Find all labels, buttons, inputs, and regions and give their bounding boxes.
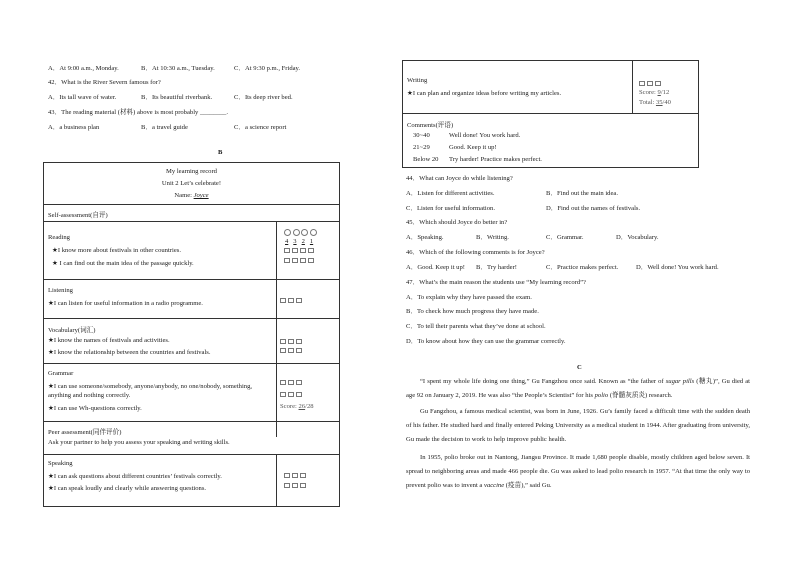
q46-option-c: C．Practice makes perfect. [546,264,619,271]
q42-option-b: B．Its beautiful riverbank. [141,94,213,101]
q41-option-c: C．At 9:30 p.m., Friday. [234,65,301,72]
q43-option-a: A．a business plan [48,124,100,131]
checkbox-icon [296,298,302,303]
vocabulary-title: Vocabulary(词汇) [48,327,96,334]
checkbox-icon [647,81,653,86]
q42-option-a: A．Its tall wave of water. [48,94,117,101]
checkbox-icon [284,248,290,253]
q46-option-d: D．Well done! You work hard. [636,264,719,271]
checkbox-icon [308,248,314,253]
record-name: Name: Joyce [174,192,209,199]
comment-text-3: Try harder! Practice makes perfect. [449,156,542,163]
listening-item-1: ★I can listen for useful information in a radio programme. [48,300,203,307]
self-assessment-label: Self-assessment(自评) [48,212,108,219]
checkbox-icon [296,348,302,353]
checkbox-icon [296,380,302,385]
grammar-item-1-cont: anything and nothing correctly. [48,392,131,399]
listening-title: Listening [48,287,73,294]
q47-option-d: D．To know about how they can use the grammar correctly. [406,338,566,345]
grammar-score: Score: 26/28 [280,403,314,410]
speaking-checkboxes-2 [284,483,308,490]
writing-score: Score: 9/12 [639,89,670,96]
q46-text: 46．Which of the following comments is for Joyce? [406,249,545,256]
vocabulary-item-2: ★I know the relationship between the countries and festivals. [48,349,211,356]
q41-option-a: A．At 9:00 a.m., Monday. [48,65,119,72]
checkbox-icon [284,473,290,478]
checkbox-icon [288,380,294,385]
checkbox-icon [300,258,306,263]
section-b-heading: B [218,149,223,156]
q42-option-c: C．Its deep river bed. [234,94,293,101]
comment-text-2: Good. Keep it up! [449,144,497,151]
q47-option-c: C．To tell their parents what they’ve done at school. [406,323,546,330]
checkbox-icon [296,339,302,344]
record-unit: Unit 2 Let’s celebrate! [161,180,222,187]
face-icon [293,229,300,236]
q44-text: 44．What can Joyce do while listening? [406,175,513,182]
reading-scores: 4 3 2 1 [285,238,314,245]
writing-checkboxes [639,81,663,88]
vocabulary-checkboxes [280,339,304,346]
checkbox-icon [288,392,294,397]
record-title: My learning record [166,168,217,175]
comment-text-1: Well done! You work hard. [449,132,521,139]
q45-text: 45．Which should Joyce do better in? [406,219,508,226]
reading-face-icons [284,229,318,238]
checkbox-icon [280,380,286,385]
face-icon [301,229,308,236]
checkbox-icon [280,339,286,344]
q47-option-b: B．To check how much progress they have made. [406,308,539,315]
checkbox-icon [308,258,314,263]
checkbox-icon [284,483,290,488]
q47-option-a: A．To explain why they have passed the exam. [406,294,532,301]
speaking-title: Speaking [48,460,73,467]
checkbox-icon [300,473,306,478]
q45-option-d: D．Vocabulary. [616,234,659,241]
q43-text: 43．The reading material (材料) above is most probably ________. [48,109,229,116]
peer-assessment-title: Peer assessment(同伴评价) [48,429,122,436]
q44-option-c: C．Listen for useful information. [406,205,495,212]
comment-range-3: Below 20 [413,156,439,163]
speaking-item-1: ★I can ask questions about different countries’ festivals correctly. [48,473,222,480]
section-c-heading: C [577,364,582,371]
checkbox-icon [296,392,302,397]
checkbox-icon [655,81,661,86]
q42-text: 42．What is the River Severn famous for? [48,79,161,86]
checkbox-icon [280,392,286,397]
checkbox-icon [300,483,306,488]
comments-title: Comments(评语) [407,122,454,129]
q46-option-b: B．Try harder! [476,264,517,271]
q47-text: 47．What’s the main reason the students use “My learning record”? [406,279,586,286]
speaking-item-2: ★I can speak loudly and clearly while answering questions. [48,485,207,492]
writing-comments-table [402,60,699,168]
checkbox-icon [280,348,286,353]
checkbox-icon [292,483,298,488]
reading-checkboxes-2 [284,258,316,265]
reading-item-1: ★I know more about festivals in other countries. [52,247,181,254]
listening-checkboxes [280,298,304,305]
grammar-item-1: ★I can use someone/somebody, anyone/anybody, no one/nobody, something, [48,383,253,390]
q46-option-a: A．Good. Keep it up! [406,264,465,271]
reading-item-2: ★ I can find out the main idea of the passage quickly. [52,260,194,267]
writing-total: Total: 35/40 [639,99,671,106]
grammar-item-2: ★I can use Wh-questions correctly. [48,405,142,412]
checkbox-icon [280,298,286,303]
comment-range-1: 30~40 [413,132,430,139]
peer-assessment-text: Ask your partner to help you assess your speaking and writing skills. [48,439,230,446]
face-icon [310,229,317,236]
checkbox-icon [639,81,645,86]
checkbox-icon [288,339,294,344]
q45-option-c: C．Grammar. [546,234,584,241]
grammar-checkboxes-2 [280,392,304,399]
q43-option-c: C．a science report [234,124,287,131]
q44-option-a: A．Listen for different activities. [406,190,495,197]
q45-option-b: B．Writing. [476,234,509,241]
grammar-checkboxes [280,380,304,387]
checkbox-icon [292,248,298,253]
q43-option-b: B．a travel guide [141,124,188,131]
q44-option-b: B．Find out the main idea. [546,190,618,197]
face-icon [284,229,291,236]
reading-title: Reading [48,234,70,241]
checkbox-icon [300,248,306,253]
checkbox-icon [292,473,298,478]
reading-checkboxes [284,248,316,255]
writing-title: Writing [407,77,428,84]
checkbox-icon [292,258,298,263]
speaking-checkboxes [284,473,308,480]
q44-option-d: D．Find out the names of festivals. [546,205,641,212]
comment-range-2: 21~29 [413,144,430,151]
writing-item-1: ★I can plan and organize ideas before writing my articles. [407,90,562,97]
checkbox-icon [284,258,290,263]
q45-option-a: A．Speaking. [406,234,444,241]
vocabulary-item-1: ★I know the names of festivals and activities. [48,337,170,344]
vocabulary-checkboxes-2 [280,348,304,355]
paragraph-1: “I spent my whole life doing one thing,” Gu Fangzhou once said. Known as “the father of sugar pills (糖丸)”, Gu died at age 92 on January 2, 2019. He was also “the People’s Scientist” for his polio (脊髓灰质炎) research. [406,378,750,399]
paragraph-3: In 1955, polio broke out in Nantong, Jiangsu Province. It made 1,680 people disable, mostly children aged below seven. It spread to neighboring areas and made 466 people die. Gu was asked to lead polio research in 1957. “At that time the only way to prevent polio was to invent a vaccine (疫苗),” said Gu. [406,454,750,489]
checkbox-icon [288,298,294,303]
q41-option-b: B．At 10:30 a.m., Tuesday. [141,65,215,72]
checkbox-icon [288,348,294,353]
paragraph-2: Gu Fangzhou, a famous medical scientist, was born in June, 1926. Gu’s family faced a difficult time with the sudden death of his father. He studied hard and finally entered Peking University as a medical student in 1944. After graduating from university, Gu made the decision to work to help improve public health. [406,408,751,443]
learning-record-table [43,162,340,507]
grammar-title: Grammar [48,370,74,377]
